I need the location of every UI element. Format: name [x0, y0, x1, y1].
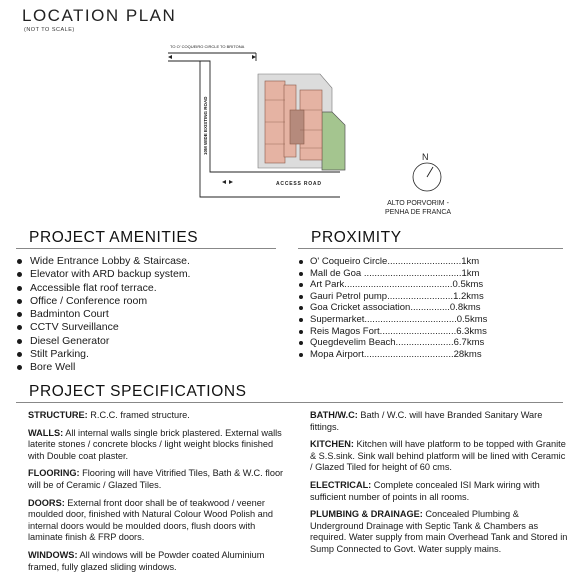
list-item: O' Coqueiro Circle............................1km	[298, 256, 487, 268]
direction-arrows	[168, 55, 256, 184]
access-road-label: ACCESS ROAD	[276, 181, 322, 187]
vertical-road-right-edge	[168, 61, 256, 172]
list-item: Stilt Parking.	[16, 348, 190, 361]
proximity-list	[298, 256, 487, 360]
compass-north-label: N	[422, 152, 429, 162]
access-arrow-right-icon	[229, 180, 233, 184]
spec-bath-wc: BATH/W.C: Bath / W.C. will have Branded Sanitary Ware fittings.	[310, 410, 543, 432]
list-item: Gauri Petrol pump.........................1.2kms	[298, 291, 487, 303]
list-item: Wide Entrance Lobby & Staircase.	[16, 255, 190, 268]
green-area	[322, 112, 345, 170]
specifications-right-column	[310, 410, 568, 562]
list-item: Elevator with ARD backup system.	[16, 268, 190, 281]
list-item: Office / Conference room	[16, 295, 190, 308]
list-item: Diesel Generator	[16, 335, 190, 348]
vertical-road-label: 10M WIDE EXISTING ROAD	[203, 96, 208, 155]
list-item: Quegdevelim Beach......................6.7kms	[298, 337, 487, 349]
spec-kitchen: KITCHEN: Kitchen will have platform to be topped with Granite & S.S.sink. Sink wall behind platform will be lined with Ceramic / Glazed Tiled for height of 60 cms.	[310, 439, 566, 473]
list-item: Bore Well	[16, 361, 190, 374]
amenities-title: PROJECT AMENITIES	[29, 229, 199, 246]
list-item: Reis Magos Fort.............................6.3kms	[298, 326, 487, 338]
list-item: Supermarket...................................0.5kms	[298, 314, 487, 326]
specifications-title: PROJECT SPECIFICATIONS	[29, 383, 247, 400]
access-arrow-left-icon	[222, 180, 226, 184]
list-item: CCTV Surveillance	[16, 321, 190, 334]
list-item: Art Park.........................................0.5kms	[298, 279, 487, 291]
spec-windows: WINDOWS: All windows will be Powder coated Aluminium framed, fully glazed sliding windows.	[28, 549, 265, 572]
spec-walls: WALLS: All internal walls single brick plastered. External walls laterite stones / concrete blocks / light weight blocks finished with Double coat plaster.	[28, 427, 282, 461]
arrow-right-icon	[252, 55, 256, 59]
arrow-left-icon	[168, 55, 172, 59]
spec-flooring: FLOORING: Flooring will have Vitrified Tiles, Bath & W.C. floor will be of Ceramic / Glazed Tiles.	[28, 468, 284, 490]
to-coqueiro-label: TO O' COQUEIRO CIRCLE	[170, 44, 220, 49]
building-core	[290, 110, 304, 144]
amenities-rule	[16, 248, 276, 249]
list-item: Goa Cricket association...............0.8kms	[298, 302, 487, 314]
specifications-rule	[16, 402, 563, 403]
compass-label-line-2: PENHA DE FRANCA	[384, 209, 452, 216]
compass-icon	[413, 152, 441, 191]
list-item: Badminton Court	[16, 308, 190, 321]
spec-doors: DOORS: External front door shall be of teakwood / veener moulded door, finished with Natural Colour Wood Polish and internal doors would be moulded doors, flush doors with laminate finish & FRP doors.	[28, 497, 273, 543]
specifications-left-column	[28, 410, 290, 573]
spec-plumbing-drainage: PLUMBING & DRAINAGE: Concealed Plumbing & Underground Drainage with Septic Tank & Chambers as required. Water supply from main Overhead Tank and Stored in Sump Connected to Govt. Water supply mains.	[310, 509, 568, 554]
not-to-scale-note: (NOT TO SCALE)	[24, 27, 75, 33]
proximity-title: PROXIMITY	[311, 229, 402, 246]
compass-label-line-1: ALTO PORVORIM -	[387, 200, 449, 207]
proximity-rule	[298, 248, 563, 249]
list-item: Mopa Airport..................................28kms	[298, 349, 487, 361]
spec-structure: STRUCTURE: R.C.C. framed structure.	[28, 410, 190, 420]
amenities-list	[16, 255, 190, 375]
list-item: Accessible flat roof terrace.	[16, 282, 190, 295]
compass-location-label	[378, 199, 458, 217]
location-plan-map	[0, 0, 581, 240]
list-item: Mall de Goa .....................................1km	[298, 268, 487, 280]
to-britona-label: TO BRITONA	[220, 44, 245, 49]
spec-electrical: ELECTRICAL: Complete concealed ISI Mark wiring with sufficient number of points in all rooms.	[310, 479, 540, 502]
location-plan-title: LOCATION PLAN	[22, 6, 177, 25]
